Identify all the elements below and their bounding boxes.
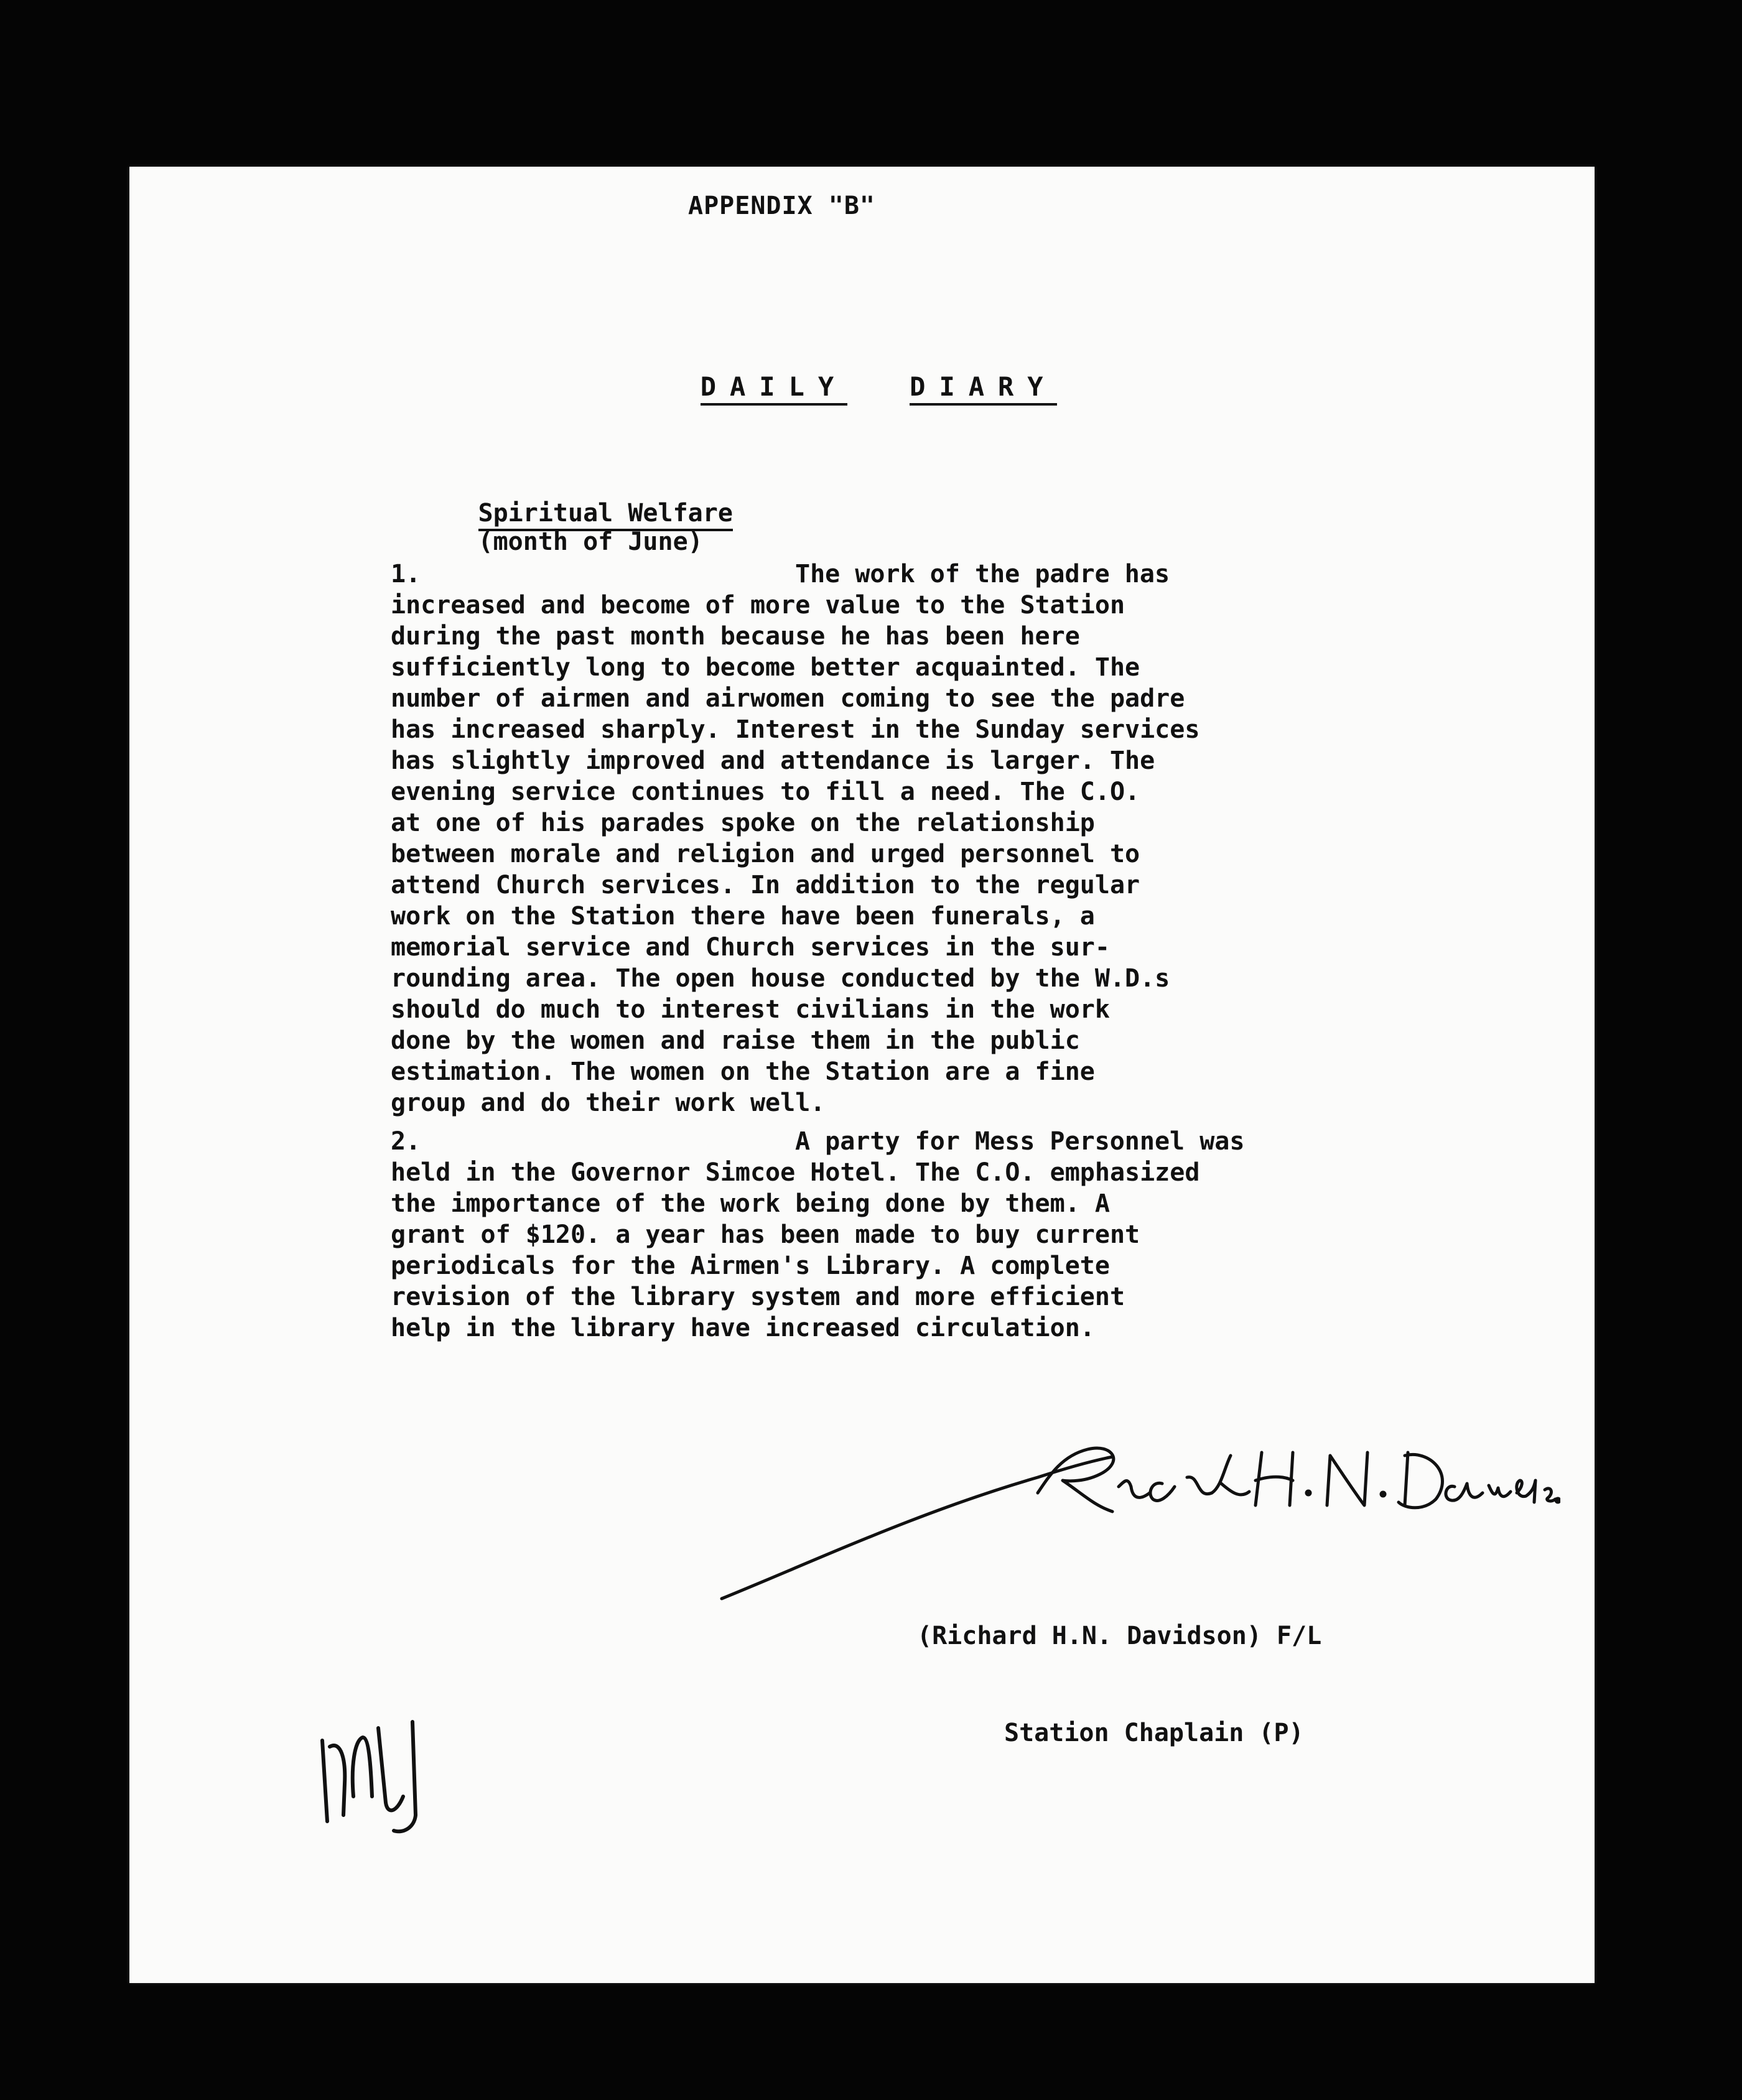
paragraph-line: attend Church services. In addition to the regular — [391, 871, 1140, 899]
signatory-name: (Richard H.N. Davidson) F/L — [917, 1622, 1322, 1650]
section-heading-period: (month of June) — [478, 527, 703, 556]
paragraph-line: evening service continues to fill a need. The C.O. — [391, 778, 1140, 806]
paragraph-line: group and do their work well. — [391, 1089, 826, 1117]
paragraph-line: during the past month because he has been here — [391, 622, 1080, 651]
paragraph-number: 1. — [391, 560, 421, 588]
document-title — [606, 341, 1057, 436]
paragraph-line: should do much to interest civilians in the work — [391, 995, 1110, 1024]
paragraph-line: rounding area. The open house conducted by the W.D.s — [391, 964, 1170, 993]
document-page — [129, 167, 1595, 1983]
paragraph-line: the importance of the work being done by them. A — [391, 1189, 1110, 1218]
paragraph-line: 1. The work of the padre has — [391, 560, 1170, 588]
signatory-title: Station Chaplain (P) — [1004, 1719, 1304, 1747]
handwritten-initials-mark — [316, 1703, 440, 1840]
paragraph-line: estimation. The women on the Station are a fine — [391, 1057, 1095, 1086]
paragraph-line: revision of the library system and more efficient — [391, 1283, 1125, 1311]
paragraph-line: increased and become of more value to the Station — [391, 591, 1125, 620]
paragraph-2 — [391, 1126, 1542, 1344]
title-word-diary: DIARY — [910, 371, 1056, 406]
paragraph-line: at one of his parades spoke on the relationship — [391, 809, 1095, 837]
paragraph-line: help in the library have increased circulation. — [391, 1314, 1095, 1342]
section-heading-title: Spiritual Welfare — [478, 499, 733, 531]
paragraph-line: held in the Governor Simcoe Hotel. The C.O. emphasized — [391, 1158, 1200, 1187]
paragraph-line: between morale and religion and urged personnel to — [391, 840, 1140, 868]
paragraph-line: 2. A party for Mess Personnel was — [391, 1127, 1245, 1156]
paragraph-line: number of airmen and airwomen coming to see the padre — [391, 684, 1185, 713]
paragraph-line: done by the women and raise them in the public — [391, 1026, 1080, 1055]
paragraph-number: 2. — [391, 1127, 421, 1156]
signatory-block — [917, 1555, 1321, 1814]
paragraph-line: periodicals for the Airmen's Library. A complete — [391, 1252, 1110, 1280]
paragraph-line: sufficiently long to become better acquainted. The — [391, 653, 1140, 682]
paragraph-line: has increased sharply. Interest in the Sunday services — [391, 715, 1200, 744]
paragraph-line: has slightly improved and attendance is larger. The — [391, 746, 1155, 775]
paragraph-1 — [391, 559, 1542, 1118]
appendix-label: APPENDIX "B" — [688, 192, 875, 220]
paragraph-line: memorial service and Church services in the sur- — [391, 933, 1110, 962]
paragraph-line: grant of $120. a year has been made to buy current — [391, 1220, 1140, 1249]
title-word-daily: DAILY — [701, 371, 847, 406]
paragraph-line: work on the Station there have been funerals, a — [391, 902, 1095, 931]
